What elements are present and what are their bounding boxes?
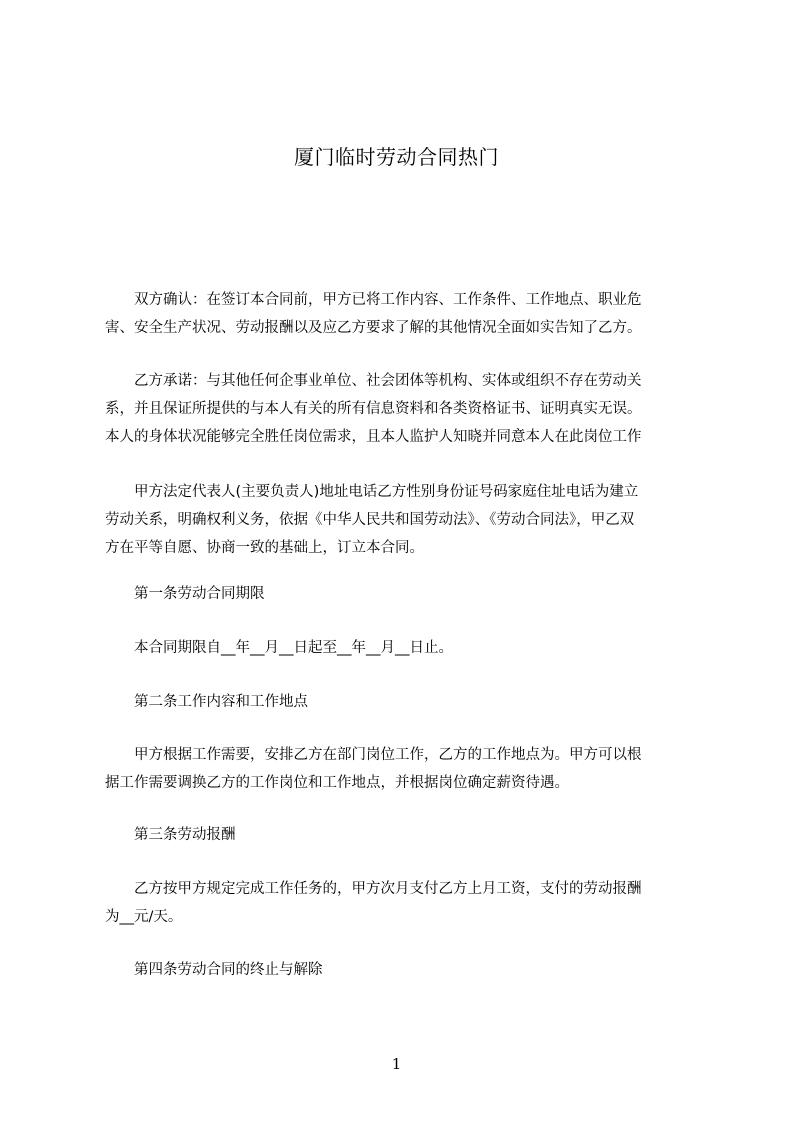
- paragraph-line: 第一条劳动合同期限: [105, 586, 265, 602]
- paragraph-line: 据工作需要调换乙方的工作岗位和工作地点，并根据岗位确定薪资待遇。: [105, 775, 569, 791]
- paragraph-line: 甲方根据工作需要，安排乙方在部门岗位工作，乙方的工作地点为。甲方可以根: [105, 747, 642, 763]
- paragraph-line: 乙方按甲方规定完成工作任务的，甲方次月支付乙方上月工资，支付的劳动报酬: [105, 881, 642, 897]
- document-title: 厦门临时劳动合同热门: [294, 145, 499, 169]
- paragraph-line: 第三条劳动报酬: [105, 827, 236, 843]
- paragraph-line: 第二条工作内容和工作地点: [105, 694, 308, 710]
- paragraph-line: 系，并且保证所提供的与本人有关的所有信息资料和各类资格证书、证明真实无误。: [105, 401, 642, 417]
- paragraph-line: 甲方法定代表人(主要负责人)地址电话乙方性别身份证号码家庭住址电话为建立: [105, 484, 639, 500]
- remuneration-paragraph: [105, 875, 705, 931]
- paragraph-line: 本人的身体状况能够完全胜任岗位需求，且本人监护人知晓并同意本人在此岗位工作: [105, 429, 642, 445]
- article-1-heading: [105, 580, 705, 608]
- article-4-heading: [105, 956, 705, 984]
- paragraph-line: 劳动关系，明确权利义务，依据《中华人民共和国劳动法》、《劳动合同法》，甲乙双: [105, 512, 635, 528]
- contract-term-paragraph: [105, 634, 705, 662]
- work-content-paragraph: [105, 741, 705, 797]
- article-3-heading: [105, 821, 705, 849]
- page-number: 1: [391, 1055, 402, 1073]
- paragraph-party-b-commitment: [105, 367, 705, 451]
- paragraph-line: 双方确认：在签订本合同前，甲方已将工作内容、工作条件、工作地点、职业危: [105, 292, 642, 308]
- paragraph-party-a-info: [105, 478, 705, 562]
- paragraph-line: 为__元/天。: [105, 909, 183, 925]
- paragraph-line: 乙方承诺：与其他任何企事业单位、社会团体等机构、实体或组织不存在劳动关: [105, 373, 642, 389]
- paragraph-line: 害、安全生产状况、劳动报酬以及应乙方要求了解的其他情况全面如实告知了乙方。: [105, 320, 642, 336]
- paragraph-line: 方在平等自愿、协商一致的基础上，订立本合同。: [105, 540, 424, 556]
- paragraph-mutual-confirmation: [105, 286, 705, 342]
- article-2-heading: [105, 688, 705, 716]
- paragraph-line: 本合同期限自__年__月__日起至__年__月__日止。: [105, 640, 453, 656]
- paragraph-line: 第四条劳动合同的终止与解除: [105, 962, 323, 978]
